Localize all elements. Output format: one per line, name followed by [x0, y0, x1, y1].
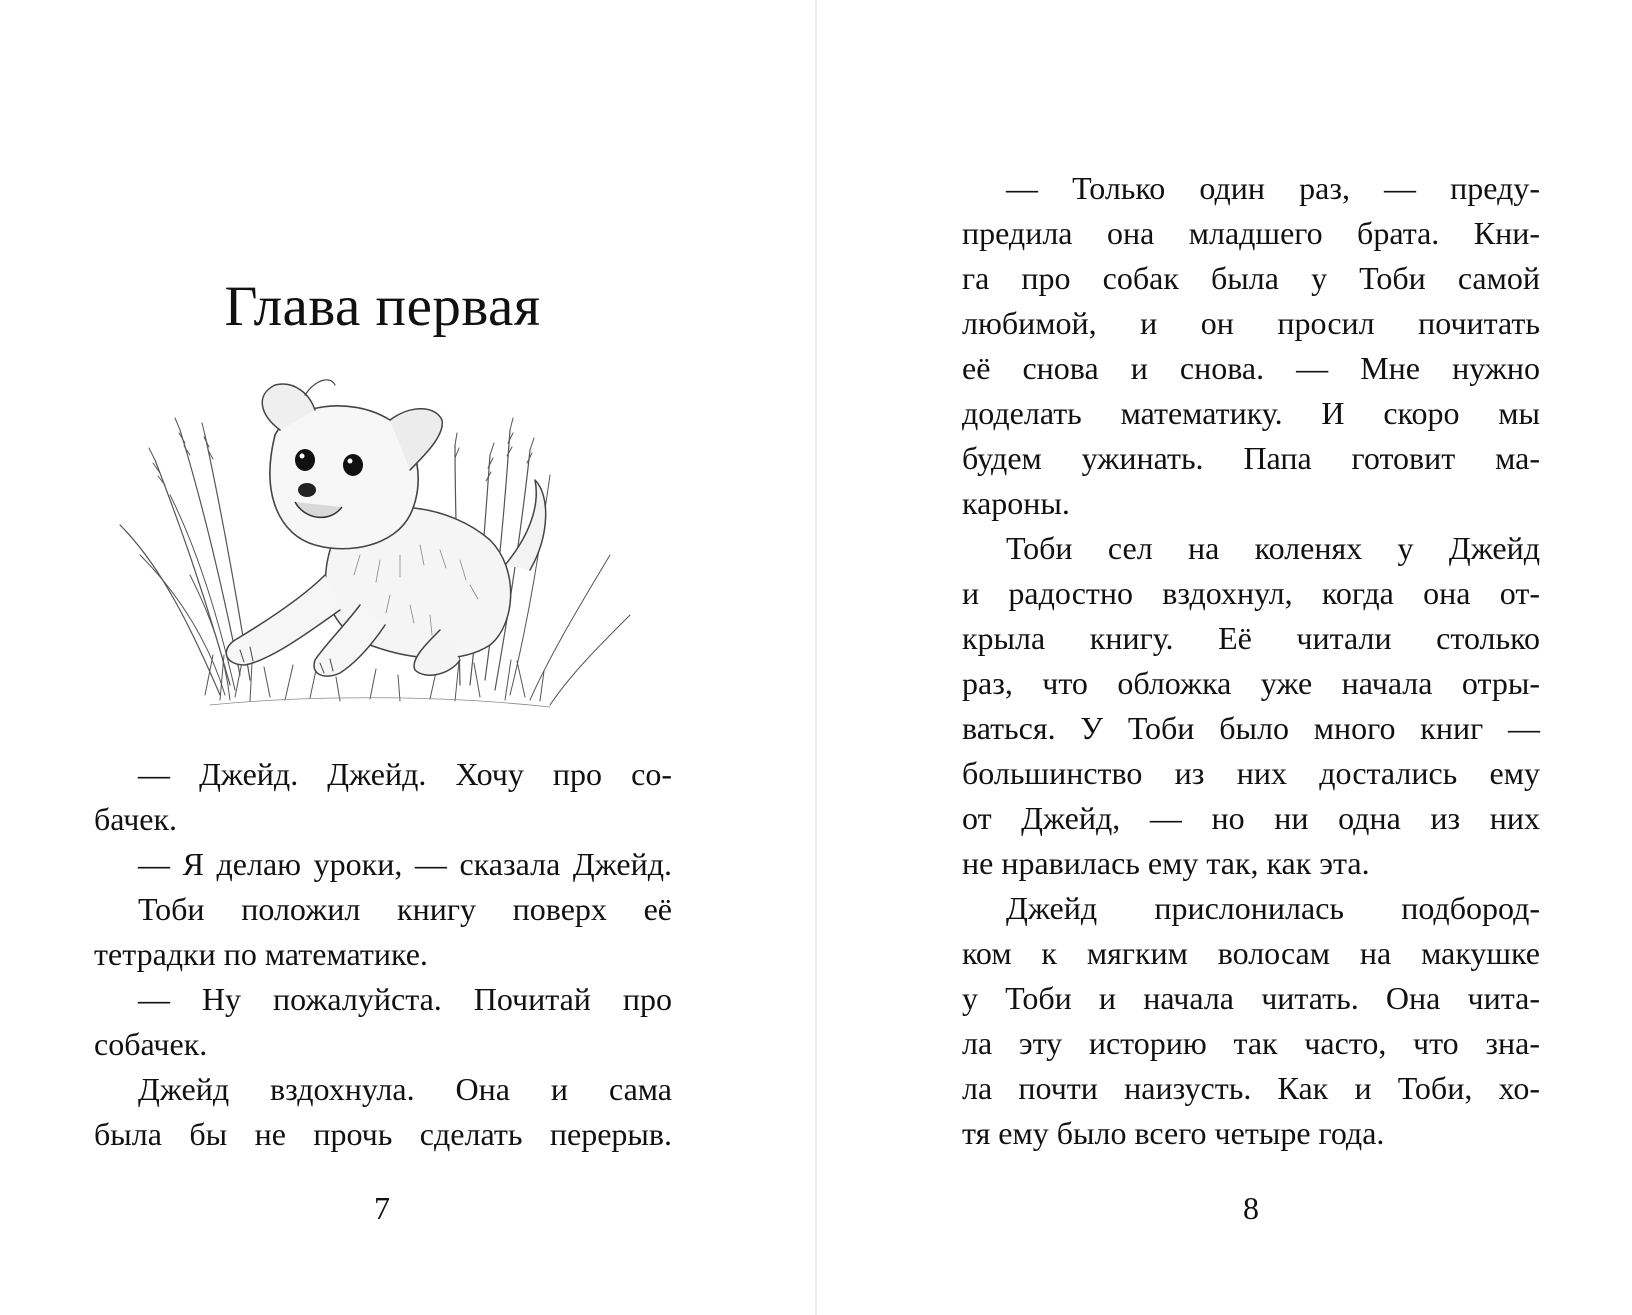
text-line: Тоби положил книгу поверх её [138, 891, 672, 927]
text-line: тетрадки по математике. [94, 936, 428, 972]
page-number: 8 [1243, 1190, 1259, 1226]
right-page-text [962, 166, 1540, 1156]
page-number: 7 [374, 1190, 390, 1226]
puppy-illustration [110, 375, 655, 725]
text-line: ла эту историю так часто, что зна- [962, 1025, 1540, 1061]
text-line: Тоби сел на коленях у Джейд [1006, 530, 1540, 566]
text-line: кароны. [962, 485, 1070, 521]
text-line: — Я делаю уроки, — сказала Джейд. [138, 846, 672, 882]
text-line: Джейд вздохнула. Она и сама [138, 1071, 672, 1107]
text-line: и радостно вздохнул, когда она от- [962, 575, 1540, 611]
text-line: га про собак была у Тоби самой [962, 260, 1540, 296]
text-line: у Тоби и начала читать. Она чита- [962, 980, 1540, 1016]
text-line: ла почти наизусть. Как и Тоби, хо- [962, 1070, 1540, 1106]
text-line: — Только один раз, — преду- [1006, 170, 1540, 206]
text-line: — Ну пожалуйста. Почитай про [138, 981, 672, 1017]
text-line: раз, что обложка уже начала отры- [962, 665, 1540, 701]
text-line: собачек. [94, 1026, 208, 1062]
text-line: ваться. У Тоби было много книг — [962, 710, 1540, 746]
text-line: большинство из них достались ему [962, 755, 1540, 791]
text-line: бачек. [94, 801, 178, 837]
text-line: была бы не прочь сделать перерыв. [94, 1116, 672, 1152]
text-line: любимой, и он просил почитать [962, 305, 1540, 341]
text-line: тя ему было всего четыре года. [962, 1115, 1385, 1151]
text-line: будем ужинать. Папа готовит ма- [962, 440, 1540, 476]
text-line: предила она младшего брата. Кни- [962, 215, 1540, 251]
left-page-text [94, 752, 672, 1157]
text-line: доделать математику. И скоро мы [962, 395, 1540, 431]
text-line: Джейд прислонилась подбород- [1006, 890, 1540, 926]
text-line: ком к мягким волосам на макушке [962, 935, 1540, 971]
text-line: от Джейд, — но ни одна из них [962, 800, 1540, 836]
text-line: её снова и снова. — Мне нужно [962, 350, 1540, 386]
text-line: — Джейд. Джейд. Хочу про со- [138, 756, 672, 792]
chapter-title: Глава первая [224, 275, 541, 338]
left-page [0, 0, 815, 1315]
text-line: не нравилась ему так, как эта. [962, 845, 1370, 881]
text-line: крыла книгу. Её читали столько [962, 620, 1540, 656]
